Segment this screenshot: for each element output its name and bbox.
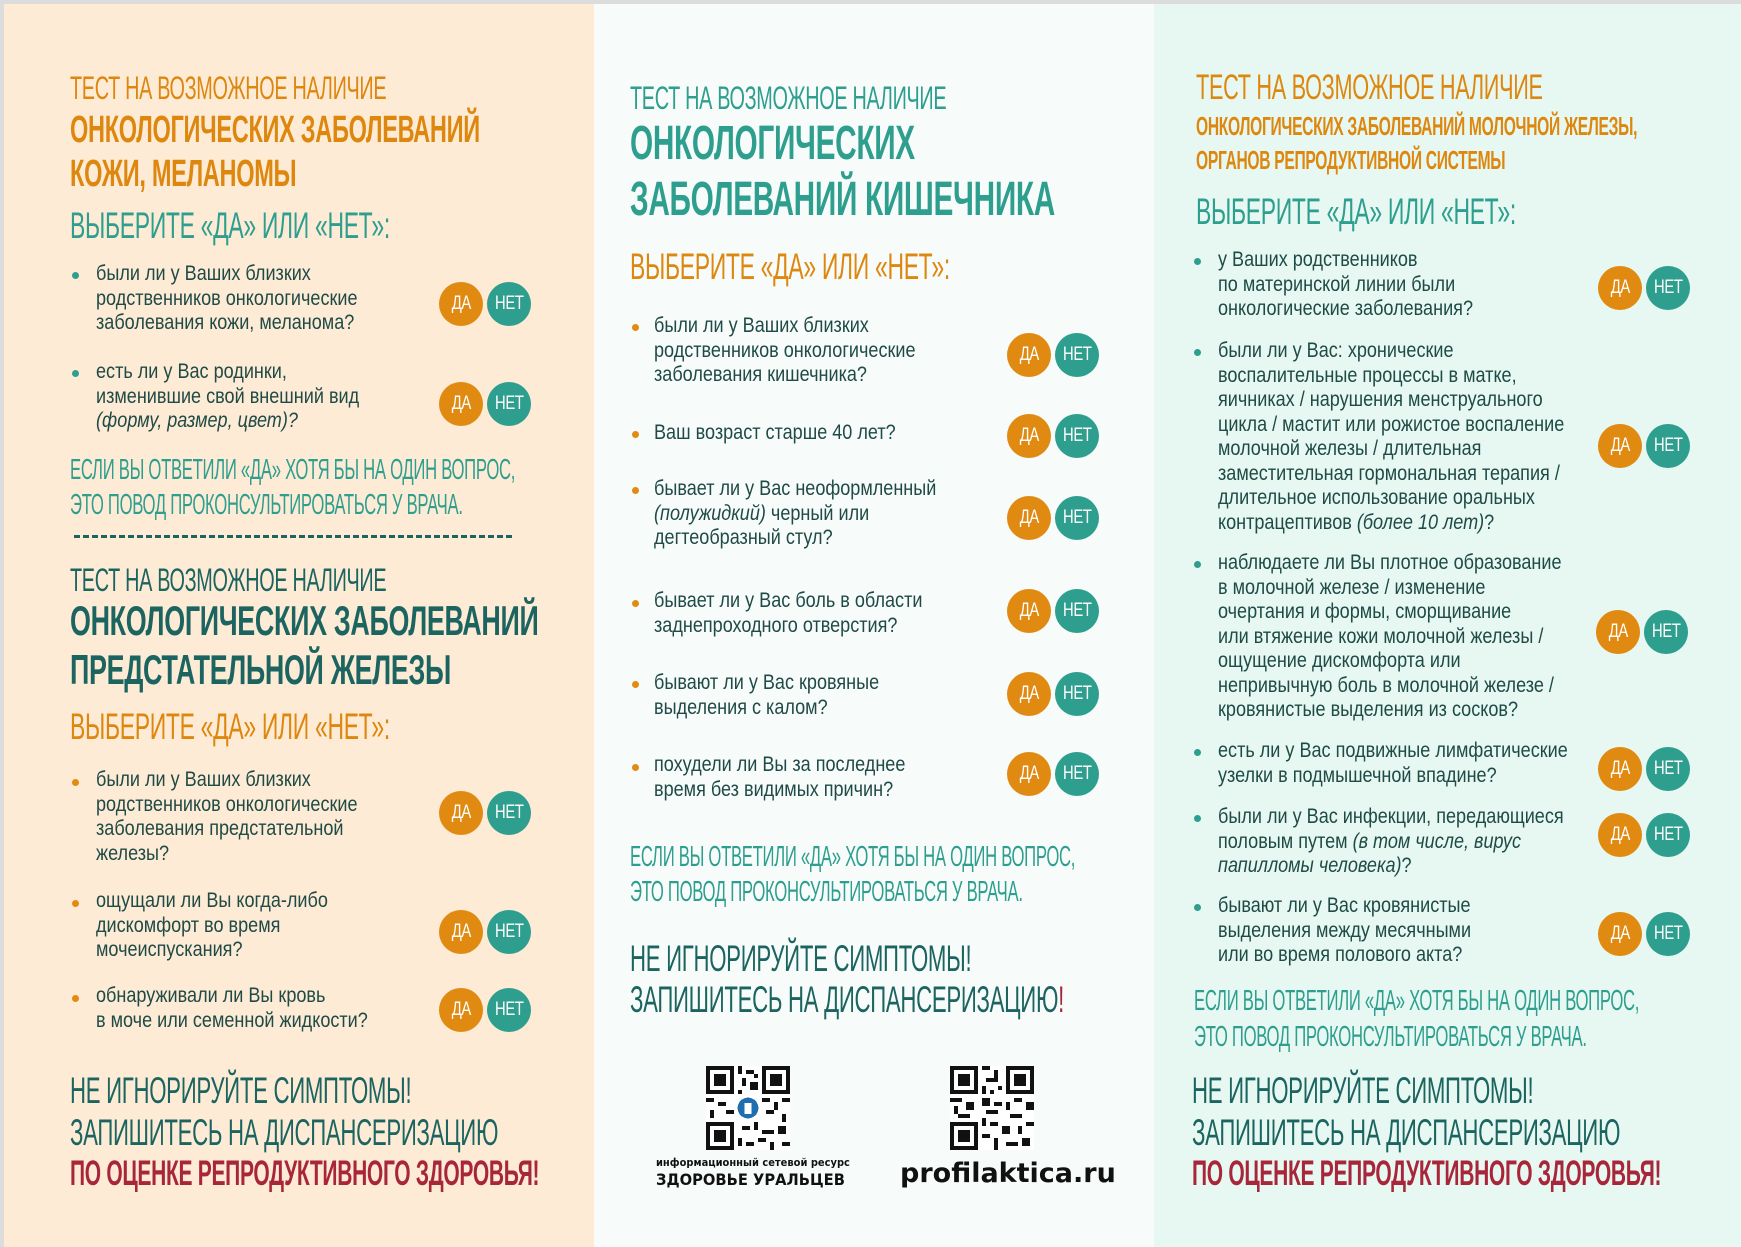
middle-cta-line1: НЕ ИГНОРИРУЙТЕ СИМПТОМЫ! xyxy=(630,938,972,979)
breast-q5-no-button[interactable]: НЕТ xyxy=(1646,813,1690,857)
breast-q3-no-button[interactable]: НЕТ xyxy=(1644,610,1688,654)
prostate-q2-yes-button[interactable]: ДА xyxy=(439,910,483,954)
breast-q3-yes-button[interactable]: ДА xyxy=(1596,610,1640,654)
breast-q4-yes-button[interactable]: ДА xyxy=(1598,747,1642,791)
bowel-question-4: бывает ли у Вас боль в области заднепроходного отверстия? xyxy=(654,589,923,637)
skin-advice-line2: ЭТО ПОВОД ПРОКОНСУЛЬТИРОВАТЬСЯ У ВРАЧА. xyxy=(70,489,463,521)
profilaktica-url[interactable]: profilaktica.ru xyxy=(900,1158,1116,1189)
prostate-q2-no-button[interactable]: НЕТ xyxy=(487,910,531,954)
bowel-question-3: бывает ли у Вас неоформленный (полужидкий) черный или дегтеобразный стул? xyxy=(654,477,937,549)
skin-test-intro: ТЕСТ НА ВОЗМОЖНОЕ НАЛИЧИЕ xyxy=(70,70,387,106)
bullet-icon xyxy=(72,272,79,279)
breast-q2-yes-button[interactable]: ДА xyxy=(1598,424,1642,468)
breast-question-1: у Ваших родственников по материнской линии были онкологические заболевания? xyxy=(1218,248,1473,320)
right-cta-line1: НЕ ИГНОРИРУЙТЕ СИМПТОМЫ! xyxy=(1192,1070,1534,1111)
bullet-icon xyxy=(1194,561,1201,568)
bowel-q5-no-button[interactable]: НЕТ xyxy=(1055,672,1099,716)
bullet-icon xyxy=(72,900,79,907)
left-cta-line2: ЗАПИШИТЕСЬ НА ДИСПАНСЕРИЗАЦИЮ xyxy=(70,1112,499,1153)
bowel-q6-no-button[interactable]: НЕТ xyxy=(1055,752,1099,796)
skin-test-title-line1: ОНКОЛОГИЧЕСКИХ ЗАБОЛЕВАНИЙ xyxy=(70,109,480,151)
bowel-q4-yes-button[interactable]: ДА xyxy=(1007,589,1051,633)
section-divider xyxy=(74,535,512,538)
breast-advice-line1: ЕСЛИ ВЫ ОТВЕТИЛИ «ДА» ХОТЯ БЫ НА ОДИН ВОПРОС, xyxy=(1194,985,1640,1017)
skin-choose-prompt: ВЫБЕРИТЕ «ДА» ИЛИ «НЕТ»: xyxy=(70,205,390,246)
breast-question-2: были ли у Вас: хронические воспалительные процессы в матке, яичниках / нарушения менструального цикла / мастит или рожистое воспаление молочной железы / длительная заместительная гормональная терапия / длительное использование оральных контрацептивов (более 10 лет)? xyxy=(1218,339,1565,534)
prostate-test-title-line2: ПРЕДСТАТЕЛЬНОЙ ЖЕЛЕЗЫ xyxy=(70,646,451,693)
bowel-question-2: Ваш возраст старше 40 лет? xyxy=(654,421,896,444)
qr1-caption-big: ЗДОРОВЬЕ УРАЛЬЦЕВ xyxy=(656,1170,845,1189)
prostate-question-1: были ли у Ваших близких родственников онкологические заболевания предстательной железы? xyxy=(96,768,358,865)
column-right xyxy=(1154,4,1741,1247)
breast-question-4: есть ли у Вас подвижные лимфатические узелки в подмышечной впадине? xyxy=(1218,739,1568,787)
left-cta-line1: НЕ ИГНОРИРУЙТЕ СИМПТОМЫ! xyxy=(70,1070,412,1111)
breast-question-6: бывают ли у Вас кровянистые выделения между месячными или во время полового акта? xyxy=(1218,894,1472,966)
prostate-test-title-line1: ОНКОЛОГИЧЕСКИХ ЗАБОЛЕВАНИЙ xyxy=(70,597,539,644)
bowel-advice-line2: ЭТО ПОВОД ПРОКОНСУЛЬТИРОВАТЬСЯ У ВРАЧА. xyxy=(630,876,1023,908)
prostate-q3-yes-button[interactable]: ДА xyxy=(439,988,483,1032)
breast-q1-yes-button[interactable]: ДА xyxy=(1598,266,1642,310)
bullet-icon xyxy=(632,600,639,607)
bullet-icon xyxy=(72,779,79,786)
skin-q2-yes-button[interactable]: ДА xyxy=(439,382,483,426)
breast-test-title-line1: ОНКОЛОГИЧЕСКИХ ЗАБОЛЕВАНИЙ МОЛОЧНОЙ ЖЕЛЕЗЫ, xyxy=(1196,111,1638,141)
bullet-icon xyxy=(632,324,639,331)
qr-code-zdorovie-uraltsev[interactable] xyxy=(706,1066,790,1150)
bowel-q5-yes-button[interactable]: ДА xyxy=(1007,672,1051,716)
prostate-q1-yes-button[interactable]: ДА xyxy=(439,791,483,835)
bowel-q4-no-button[interactable]: НЕТ xyxy=(1055,589,1099,633)
bowel-choose-prompt: ВЫБЕРИТЕ «ДА» ИЛИ «НЕТ»: xyxy=(630,246,950,287)
breast-q6-no-button[interactable]: НЕТ xyxy=(1646,912,1690,956)
qr-code-profilaktica[interactable] xyxy=(950,1066,1034,1150)
prostate-question-3: обнаруживали ли Вы кровь в моче или семенной жидкости? xyxy=(96,984,368,1032)
breast-q1-no-button[interactable]: НЕТ xyxy=(1646,266,1690,310)
bullet-icon xyxy=(632,681,639,688)
bullet-icon xyxy=(1194,258,1201,265)
leaflet xyxy=(4,4,1741,1247)
bowel-q3-yes-button[interactable]: ДА xyxy=(1007,496,1051,540)
prostate-question-2: ощущали ли Вы когда-либо дискомфорт во время мочеиспускания? xyxy=(96,889,328,961)
skin-q1-yes-button[interactable]: ДА xyxy=(439,282,483,326)
middle-cta-line2: ЗАПИШИТЕСЬ НА ДИСПАНСЕРИЗАЦИЮ! xyxy=(630,979,1064,1020)
bowel-q1-yes-button[interactable]: ДА xyxy=(1007,333,1051,377)
bowel-q1-no-button[interactable]: НЕТ xyxy=(1055,333,1099,377)
breast-advice-line2: ЭТО ПОВОД ПРОКОНСУЛЬТИРОВАТЬСЯ У ВРАЧА. xyxy=(1194,1021,1587,1053)
breast-question-5: были ли у Вас инфекции, передающиеся половым путем (в том числе, вирус папилломы человека)? xyxy=(1218,805,1564,877)
bullet-icon xyxy=(632,487,639,494)
breast-test-title-line2: ОРГАНОВ РЕПРОДУКТИВНОЙ СИСТЕМЫ xyxy=(1196,145,1506,175)
bowel-test-title-line2: ЗАБОЛЕВАНИЙ КИШЕЧНИКА xyxy=(630,173,1055,226)
bowel-test-intro: ТЕСТ НА ВОЗМОЖНОЕ НАЛИЧИЕ xyxy=(630,80,947,116)
bullet-icon xyxy=(632,764,639,771)
bowel-q2-yes-button[interactable]: ДА xyxy=(1007,414,1051,458)
skin-q2-no-button[interactable]: НЕТ xyxy=(487,382,531,426)
prostate-q3-no-button[interactable]: НЕТ xyxy=(487,988,531,1032)
bowel-question-6: похудели ли Вы за последнее время без видимых причин? xyxy=(654,753,906,801)
prostate-test-intro: ТЕСТ НА ВОЗМОЖНОЕ НАЛИЧИЕ xyxy=(70,562,387,598)
skin-test-title-line2: КОЖИ, МЕЛАНОМЫ xyxy=(70,153,297,195)
bowel-question-5: бывают ли у Вас кровяные выделения с калом? xyxy=(654,671,880,719)
right-cta-line3: ПО ОЦЕНКЕ РЕПРОДУКТИВНОГО ЗДОРОВЬЯ! xyxy=(1192,1154,1662,1193)
breast-q6-yes-button[interactable]: ДА xyxy=(1598,912,1642,956)
breast-test-intro: ТЕСТ НА ВОЗМОЖНОЕ НАЛИЧИЕ xyxy=(1196,68,1543,107)
bullet-icon xyxy=(1194,904,1201,911)
prostate-q1-no-button[interactable]: НЕТ xyxy=(487,791,531,835)
breast-choose-prompt: ВЫБЕРИТЕ «ДА» ИЛИ «НЕТ»: xyxy=(1196,191,1516,232)
breast-question-3: наблюдаете ли Вы плотное образование в молочной железе / изменение очертания и формы, сморщивание или втяжение кожи молочной железы / ощущение дискомфорта или непривычную боль в молочной железе / кровянистые выделения из сосков? xyxy=(1218,551,1562,721)
bowel-q3-no-button[interactable]: НЕТ xyxy=(1055,496,1099,540)
bowel-q2-no-button[interactable]: НЕТ xyxy=(1055,414,1099,458)
column-left xyxy=(4,4,594,1247)
skin-question-2: есть ли у Вас родинки, изменившие свой внешний вид (форму, размер, цвет)? xyxy=(96,360,360,432)
breast-q4-no-button[interactable]: НЕТ xyxy=(1646,747,1690,791)
bowel-question-1: были ли у Ваших близких родственников онкологические заболевания кишечника? xyxy=(654,314,916,386)
skin-advice-line1: ЕСЛИ ВЫ ОТВЕТИЛИ «ДА» ХОТЯ БЫ НА ОДИН ВОПРОС, xyxy=(70,454,516,486)
bullet-icon xyxy=(72,370,79,377)
bullet-icon xyxy=(72,995,79,1002)
bowel-test-title-line1: ОНКОЛОГИЧЕСКИХ xyxy=(630,117,915,170)
bullet-icon xyxy=(632,431,639,438)
column-middle xyxy=(594,4,1154,1247)
bullet-icon xyxy=(1194,815,1201,822)
prostate-choose-prompt: ВЫБЕРИТЕ «ДА» ИЛИ «НЕТ»: xyxy=(70,706,390,747)
right-cta-line2: ЗАПИШИТЕСЬ НА ДИСПАНСЕРИЗАЦИЮ xyxy=(1192,1112,1621,1153)
bullet-icon xyxy=(1194,749,1201,756)
breast-q2-no-button[interactable]: НЕТ xyxy=(1646,424,1690,468)
qr1-caption-small: информационный сетевой ресурс xyxy=(656,1156,850,1169)
bullet-icon xyxy=(1194,349,1201,356)
skin-q1-no-button[interactable]: НЕТ xyxy=(487,282,531,326)
bowel-q6-yes-button[interactable]: ДА xyxy=(1007,752,1051,796)
bowel-advice-line1: ЕСЛИ ВЫ ОТВЕТИЛИ «ДА» ХОТЯ БЫ НА ОДИН ВОПРОС, xyxy=(630,841,1076,873)
skin-question-1: были ли у Ваших близких родственников онкологические заболевания кожи, меланома? xyxy=(96,262,358,334)
breast-q5-yes-button[interactable]: ДА xyxy=(1598,813,1642,857)
left-cta-line3: ПО ОЦЕНКЕ РЕПРОДУКТИВНОГО ЗДОРОВЬЯ! xyxy=(70,1154,540,1193)
